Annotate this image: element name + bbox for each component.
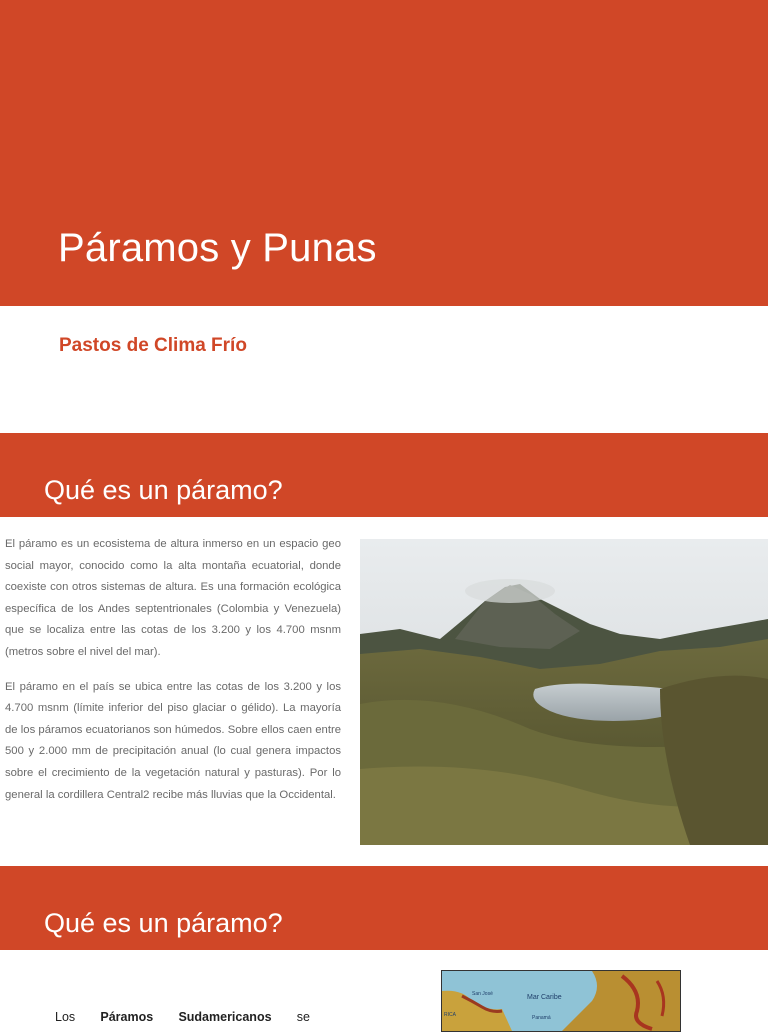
paragraph: El páramo en el país se ubica entre las cotas de los 3.200 y los 4.700 msnm (límite inferior del piso glaciar o gélido). La mayoría de los páramos ecuatorianos son húmedos. Sobre ellos caen entre 500 y 2.000 mm de precipitación anual (lo cual genera impactos sobre el crecimiento de la vegetación natural y pasturas). Por lo general la cordillera Central2 recibe más lluvias que la Occidental. — [5, 680, 341, 801]
slide-title: Páramos y Punas — [58, 226, 377, 270]
word: se — [296, 1010, 310, 1024]
body-text — [55, 1010, 310, 1024]
section-heading: Qué es un páramo? — [44, 908, 283, 938]
map-label: Panamá — [532, 1015, 551, 1021]
section-heading: Qué es un páramo? — [44, 475, 283, 505]
map-label: San José — [472, 991, 493, 997]
section-header-band — [0, 433, 768, 517]
title-slide-band — [0, 0, 768, 306]
map-label: RICA — [444, 1012, 456, 1018]
word: Páramos — [100, 1010, 154, 1024]
relief-map-image — [441, 970, 681, 1032]
word: Los — [55, 1010, 76, 1024]
paragraph: El páramo es un ecosistema de altura inmerso en un espacio geo social mayor, conocido como la alta montaña ecuatorial, donde coexiste con otros sistemas de altura. Es una formación ecológica específica de los Andes septentrionales (Colombia y Venezuela) que se localiza entre las cotas de los 3.200 y los 4.700 msnm (metros sobre el nivel del mar). — [5, 538, 341, 658]
slide-subtitle: Pastos de Clima Frío — [59, 335, 247, 356]
word: Sudamericanos — [178, 1010, 272, 1024]
map-illustration — [442, 971, 680, 1031]
landscape-illustration — [360, 539, 768, 845]
map-label: Mar Caribe — [527, 994, 562, 1001]
body-text — [5, 534, 341, 819]
paramo-landscape-photo — [360, 539, 768, 845]
section-header-band — [0, 866, 768, 950]
